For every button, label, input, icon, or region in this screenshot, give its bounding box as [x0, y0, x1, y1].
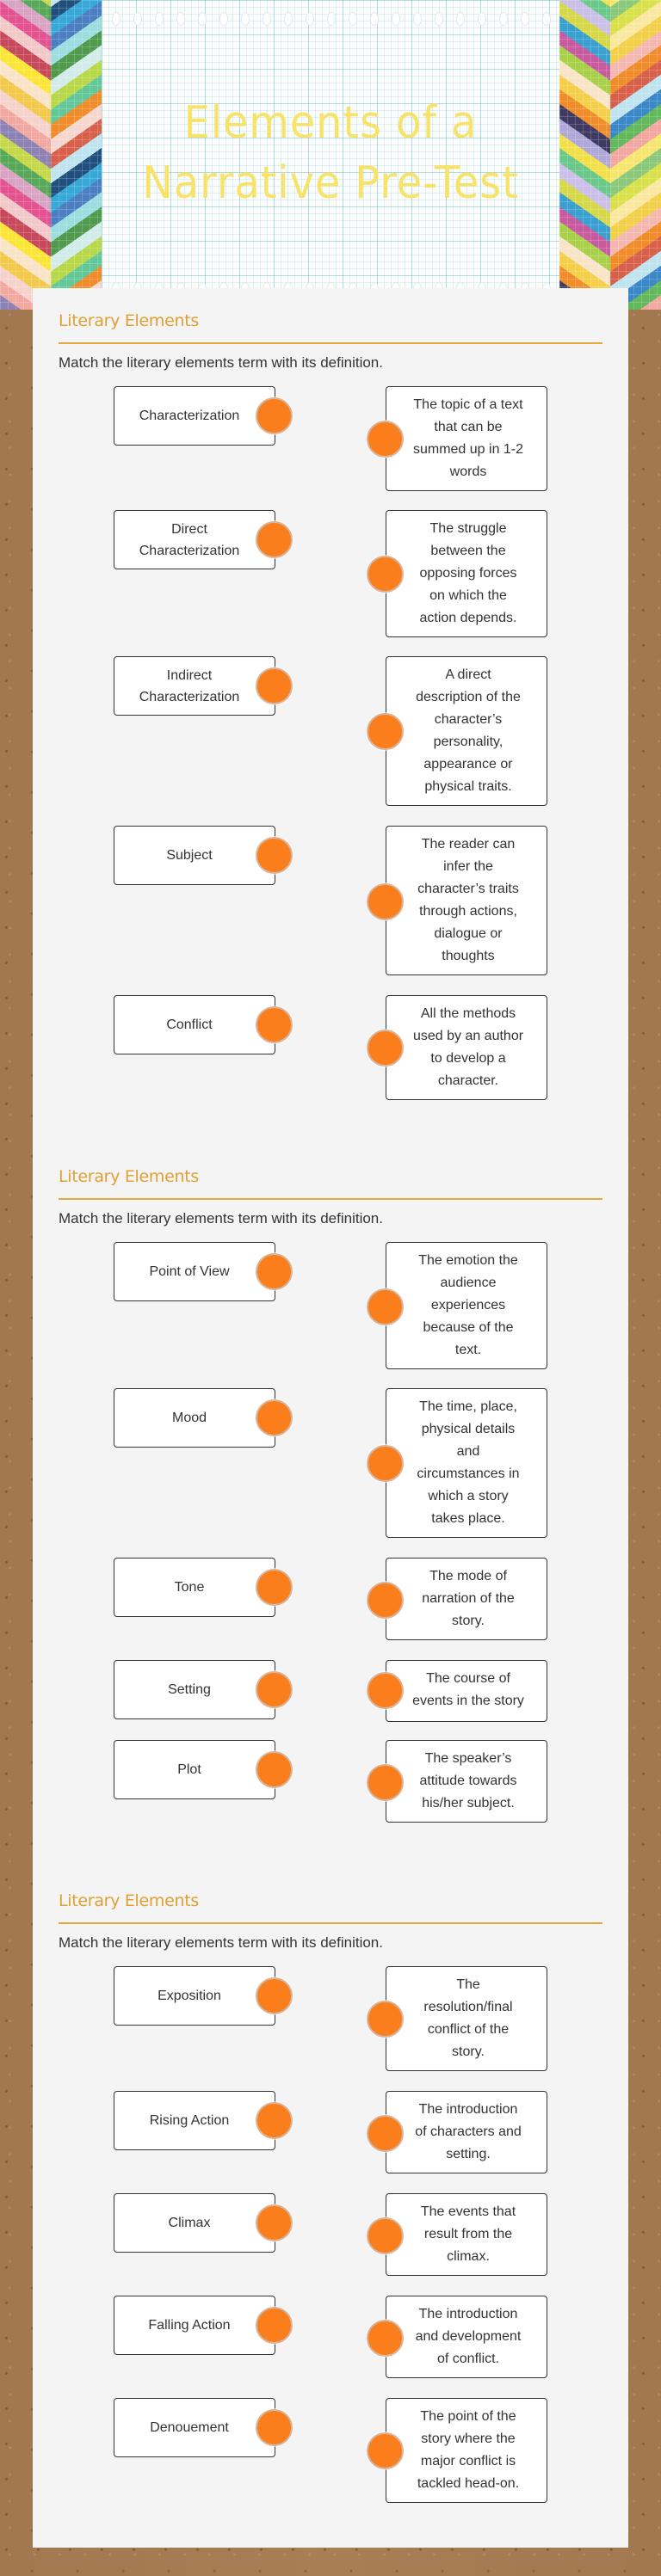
term-label: Direct [171, 521, 207, 537]
definition-line: and [456, 1444, 480, 1459]
definition-line: personality, [433, 735, 503, 749]
definition-line: The mode of [429, 1569, 507, 1583]
definition-line: that can be [434, 420, 503, 434]
term-connector-dot[interactable] [256, 2204, 293, 2241]
definition-connector-dot[interactable] [367, 713, 404, 750]
term-connector-dot[interactable] [256, 397, 293, 434]
term-connector-dot[interactable] [256, 1569, 293, 1606]
definition-line: climax. [447, 2249, 490, 2264]
definition-connector-dot[interactable] [367, 2115, 404, 2152]
chevron-pattern-right-a [559, 0, 610, 310]
definition-line: A direct [445, 667, 491, 682]
definition-card[interactable] [386, 510, 547, 637]
definition-card[interactable] [386, 1558, 547, 1640]
definition-connector-dot[interactable] [367, 1445, 404, 1482]
definition-line: The [456, 1977, 480, 1992]
definition-line: major conflict is [420, 2454, 516, 2468]
definition-line: opposing forces [419, 566, 517, 581]
chevron-pattern-right-b [610, 0, 661, 310]
definition-line: result from the [423, 2227, 513, 2241]
term-connector-dot[interactable] [256, 667, 293, 704]
definition-card[interactable] [386, 386, 547, 491]
definition-connector-dot[interactable] [367, 883, 404, 920]
chevron-pattern-left-a [0, 0, 51, 310]
term-connector-dot[interactable] [256, 2409, 293, 2446]
definition-card[interactable] [386, 2091, 547, 2173]
definition-line: physical details [421, 1422, 516, 1436]
section-divider [59, 342, 602, 344]
definition-line: The reader can [421, 837, 516, 851]
definition-card[interactable] [386, 2296, 547, 2378]
title-line-1: Elements of a [183, 97, 478, 149]
term-label: Indirect [166, 667, 213, 683]
term-card[interactable] [114, 656, 275, 716]
paper-holes-top [112, 12, 551, 28]
definition-connector-dot[interactable] [367, 421, 404, 458]
content-card [33, 288, 628, 2548]
term-label: Rising Action [149, 2113, 230, 2128]
definition-line: takes place. [431, 1511, 505, 1526]
term-card[interactable] [114, 2296, 275, 2355]
definition-line: story. [452, 2044, 485, 2059]
page-title [120, 93, 541, 213]
definition-connector-dot[interactable] [367, 2001, 404, 2038]
definition-line: The events that [420, 2204, 516, 2219]
definition-line: story. [452, 1614, 485, 1628]
term-label: Subject [166, 848, 213, 863]
definition-line: appearance or [423, 757, 513, 772]
term-connector-dot[interactable] [256, 1006, 293, 1043]
term-connector-dot[interactable] [256, 1977, 293, 2014]
definition-line: infer the [443, 859, 493, 874]
definition-connector-dot[interactable] [367, 2217, 404, 2254]
definition-line: character. [437, 1073, 499, 1088]
definition-line: The emotion the [418, 1253, 518, 1268]
section-heading: Literary Elements [59, 311, 200, 330]
definition-connector-dot[interactable] [367, 1582, 404, 1619]
definition-line: circumstances in [417, 1466, 520, 1481]
definition-line: tackled head-on. [417, 2476, 520, 2491]
definition-card[interactable] [386, 995, 547, 1100]
definition-connector-dot[interactable] [367, 2320, 404, 2357]
definition-connector-dot[interactable] [367, 1030, 404, 1067]
term-label: Characterization [139, 689, 240, 704]
term-card[interactable] [114, 1388, 275, 1448]
section-divider [59, 1198, 602, 1200]
term-connector-dot[interactable] [256, 1253, 293, 1290]
term-connector-dot[interactable] [256, 2102, 293, 2139]
definition-line: action depends. [419, 611, 517, 625]
term-card[interactable] [114, 1660, 275, 1719]
term-card[interactable] [114, 826, 275, 885]
definition-card[interactable] [386, 1388, 547, 1538]
definition-line: on which the [429, 588, 507, 603]
definition-card[interactable] [386, 826, 547, 975]
title-line-2: Narrative Pre-Test [142, 157, 519, 209]
definition-connector-dot[interactable] [367, 556, 404, 593]
term-label: Characterization [139, 409, 240, 423]
definition-line: The speaker’s [424, 1751, 512, 1766]
definition-line: text. [454, 1343, 482, 1357]
definition-line: story where the [421, 2432, 516, 2446]
definition-card[interactable] [386, 2398, 547, 2503]
term-label: Conflict [166, 1017, 213, 1032]
term-label: Setting [168, 1682, 211, 1697]
definition-connector-dot[interactable] [367, 2432, 404, 2469]
definition-connector-dot[interactable] [367, 1672, 404, 1709]
section-instructions: Match the literary elements term with its definition. [59, 1934, 383, 1951]
term-connector-dot[interactable] [256, 521, 293, 558]
definition-line: experiences [430, 1298, 506, 1313]
definition-line: words [449, 464, 487, 479]
definition-line: audience [440, 1276, 497, 1290]
definition-line: The time, place, [419, 1399, 517, 1414]
term-card[interactable] [114, 2193, 275, 2253]
definition-line: The struggle [429, 521, 507, 536]
term-label: Climax [168, 2216, 211, 2230]
definition-line: of characters and [415, 2124, 522, 2139]
definition-line: used by an author [412, 1029, 524, 1043]
definition-line: character’s [434, 712, 503, 727]
section-heading: Literary Elements [59, 1891, 200, 1910]
term-label: Denouement [150, 2420, 229, 2435]
definition-line: The introduction [418, 2307, 518, 2321]
term-card[interactable] [114, 995, 275, 1054]
term-label: Plot [177, 1762, 201, 1777]
section-instructions: Match the literary elements term with its definition. [59, 354, 383, 371]
definition-line: The introduction [418, 2102, 518, 2117]
chevron-pattern-left-b [51, 0, 102, 310]
definition-line: events in the story [412, 1694, 524, 1708]
definition-line: summed up in 1-2 [412, 442, 524, 457]
definition-card[interactable] [386, 1242, 547, 1369]
definition-line: between the [430, 544, 506, 558]
definition-line: and development [415, 2329, 522, 2344]
definition-line: All the methods [420, 1006, 516, 1021]
term-card[interactable] [114, 1558, 275, 1617]
term-card[interactable] [114, 1242, 275, 1301]
definition-line: to develop a [430, 1051, 506, 1066]
definition-line: description of the [416, 690, 521, 704]
term-card[interactable] [114, 1740, 275, 1799]
term-card[interactable] [114, 2091, 275, 2150]
definition-line: conflict of the [427, 2022, 510, 2037]
definition-line: The course of [426, 1671, 510, 1686]
term-connector-dot[interactable] [256, 1751, 293, 1788]
definition-card[interactable] [386, 1740, 547, 1823]
definition-line: The point of the [420, 2409, 516, 2424]
definition-card[interactable] [386, 2193, 547, 2276]
term-card[interactable] [114, 386, 275, 446]
term-label: Point of View [149, 1264, 230, 1279]
term-card[interactable] [114, 510, 275, 569]
definition-line: which a story [428, 1489, 509, 1503]
definition-line: attitude towards [419, 1774, 517, 1788]
definition-line: character’s traits [417, 882, 519, 896]
definition-line: resolution/final [423, 2000, 513, 2014]
term-label: Tone [174, 1580, 205, 1595]
header-banner [0, 0, 661, 310]
term-connector-dot[interactable] [256, 1671, 293, 1708]
definition-line: The topic of a text [413, 397, 523, 412]
term-connector-dot[interactable] [256, 837, 293, 874]
definition-line: because of the [423, 1320, 514, 1335]
definition-line: his/her subject. [422, 1796, 515, 1811]
section-heading: Literary Elements [59, 1167, 200, 1186]
term-label: Exposition [158, 1989, 221, 2003]
term-label: Falling Action [148, 2318, 231, 2333]
definition-line: setting. [446, 2147, 491, 2161]
definition-connector-dot[interactable] [367, 1288, 404, 1325]
term-connector-dot[interactable] [256, 1399, 293, 1436]
term-card[interactable] [114, 1966, 275, 2026]
definition-line: dialogue or [434, 926, 503, 941]
definition-line: physical traits. [424, 779, 512, 794]
definition-line: narration of the [422, 1591, 515, 1606]
definition-connector-dot[interactable] [367, 1764, 404, 1801]
definition-line: thoughts [442, 949, 495, 963]
term-label: Mood [171, 1411, 207, 1425]
section-instructions: Match the literary elements term with its definition. [59, 1210, 383, 1227]
section-divider [59, 1922, 602, 1924]
definition-line: of conflict. [436, 2352, 500, 2366]
definition-card[interactable] [386, 1660, 547, 1722]
term-card[interactable] [114, 2398, 275, 2457]
definition-card[interactable] [386, 1966, 547, 2071]
definition-line: through actions, [419, 904, 517, 919]
term-connector-dot[interactable] [256, 2307, 293, 2344]
term-label: Characterization [139, 543, 240, 558]
definition-card[interactable] [386, 656, 547, 806]
